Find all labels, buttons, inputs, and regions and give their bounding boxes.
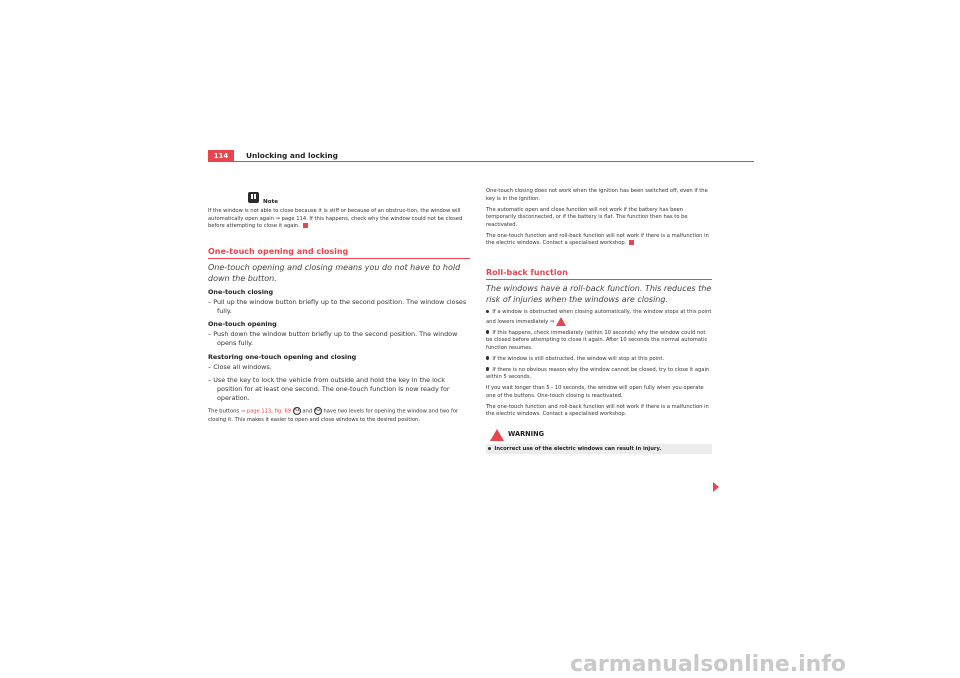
note-header bbox=[208, 188, 470, 208]
paragraph-wait-longer: If you wait longer than 5 - 10 seconds, the window will open fully when you operate one of the buttons. One-touch closing is reactivated. bbox=[486, 385, 704, 399]
note-text: If the window is not able to close because it is stiff or because of an obstruc-tion, the window will automatically open again ⇒ page 114. If this happens, check why the window could not be closed before attempting to close it again. bbox=[208, 208, 463, 230]
warning-header bbox=[486, 425, 712, 443]
paragraph-battery: The automatic open and close function will not work if the battery has been temporarily disconnected, or if the battery is flat. The function then has to be reactivated. bbox=[486, 206, 688, 228]
section-lead-rollback: The windows have a roll-back function. This reduces the risk of injuries when the windows are closing. bbox=[486, 283, 712, 304]
warning-text: Incorrect use of the electric windows can result in injury. bbox=[486, 444, 712, 454]
callout-a1-icon: A1 bbox=[293, 408, 300, 414]
subheading-opening: One-touch opening bbox=[208, 320, 277, 329]
step-restoring-2: – Use the key to lock the vehicle from outside and hold the key in the lock position for at least one second. The one-touch function is now ready for operation. bbox=[208, 375, 450, 403]
end-of-section-icon bbox=[629, 240, 634, 245]
warning-icon bbox=[490, 429, 504, 441]
right-column bbox=[486, 188, 712, 454]
warning-box bbox=[486, 425, 712, 454]
bullet-icon bbox=[486, 330, 489, 333]
step-closing: – Pull up the window button briefly up to the second position. The window closes fully. bbox=[208, 297, 467, 315]
header-rule bbox=[208, 161, 754, 162]
callout-a2-icon: A2 bbox=[314, 408, 321, 414]
bullet-item: If this happens, check immediately (within 10 seconds) why the window could not be closed before attempting to close it again. After 10 seconds the normal automatic function resumes. bbox=[486, 329, 708, 351]
bullet-icon bbox=[486, 367, 489, 370]
paragraph-malfunction-2: The one-touch function and roll-back function will not work if there is a malfunction in the electric windows. Contact a specialised workshop. bbox=[486, 403, 709, 418]
bullet-item: If a window is obstructed when closing automatically, the window stops at this point and lowers immediately ⇒ . bbox=[486, 308, 712, 325]
step-restoring-1: – Close all windows. bbox=[208, 362, 272, 371]
note-icon bbox=[248, 192, 259, 203]
section-heading-rollback: Roll-back function bbox=[486, 268, 712, 280]
paragraph-malfunction: The one-touch function and roll-back function will not work if there is a malfunction in the electric windows. Contact a specialised workshop. bbox=[486, 232, 709, 247]
subheading-closing: One-touch closing bbox=[208, 287, 274, 296]
note-label: Note bbox=[263, 199, 278, 205]
page-number: 114 bbox=[208, 150, 234, 162]
page-header bbox=[208, 150, 754, 170]
page-reference-link[interactable]: ⇒ page 113, fig. 69 bbox=[240, 408, 292, 415]
continue-arrow-icon[interactable] bbox=[713, 482, 719, 492]
bullet-icon bbox=[486, 310, 489, 313]
bullet-item: If there is no obvious reason why the window cannot be closed, try to close it again within 5 seconds. bbox=[486, 366, 710, 381]
subheading-restoring: Restoring one-touch opening and closing bbox=[208, 352, 357, 361]
watermark: carmanualsonline.info bbox=[570, 652, 846, 677]
section-title: Unlocking and locking bbox=[246, 151, 338, 160]
end-of-section-icon bbox=[303, 223, 308, 228]
section-heading-one-touch: One-touch opening and closing bbox=[208, 247, 470, 259]
buttons-paragraph: The buttons ⇒ page 113, fig. 69 A1 and A2 have two levels for opening the window and two for closing it. This makes it easier to open and close windows to the desired position. bbox=[208, 408, 459, 423]
warning-triangle-icon[interactable] bbox=[556, 317, 566, 326]
paragraph-ignition: One-touch closing does not work when the ignition has been switched off, even if the key is in the ignition. bbox=[486, 188, 708, 202]
bullet-icon bbox=[488, 447, 491, 450]
left-column bbox=[208, 188, 470, 427]
step-opening: – Push down the window button briefly up to the second position. The window opens fully. bbox=[208, 330, 458, 348]
bullet-item: If the window is still obstructed, the window will stop at this point. bbox=[486, 356, 712, 364]
section-lead-one-touch: One-touch opening and closing means you do not have to hold down the button. bbox=[208, 262, 461, 283]
bullet-icon bbox=[486, 356, 489, 359]
warning-title: WARNING bbox=[508, 430, 545, 439]
